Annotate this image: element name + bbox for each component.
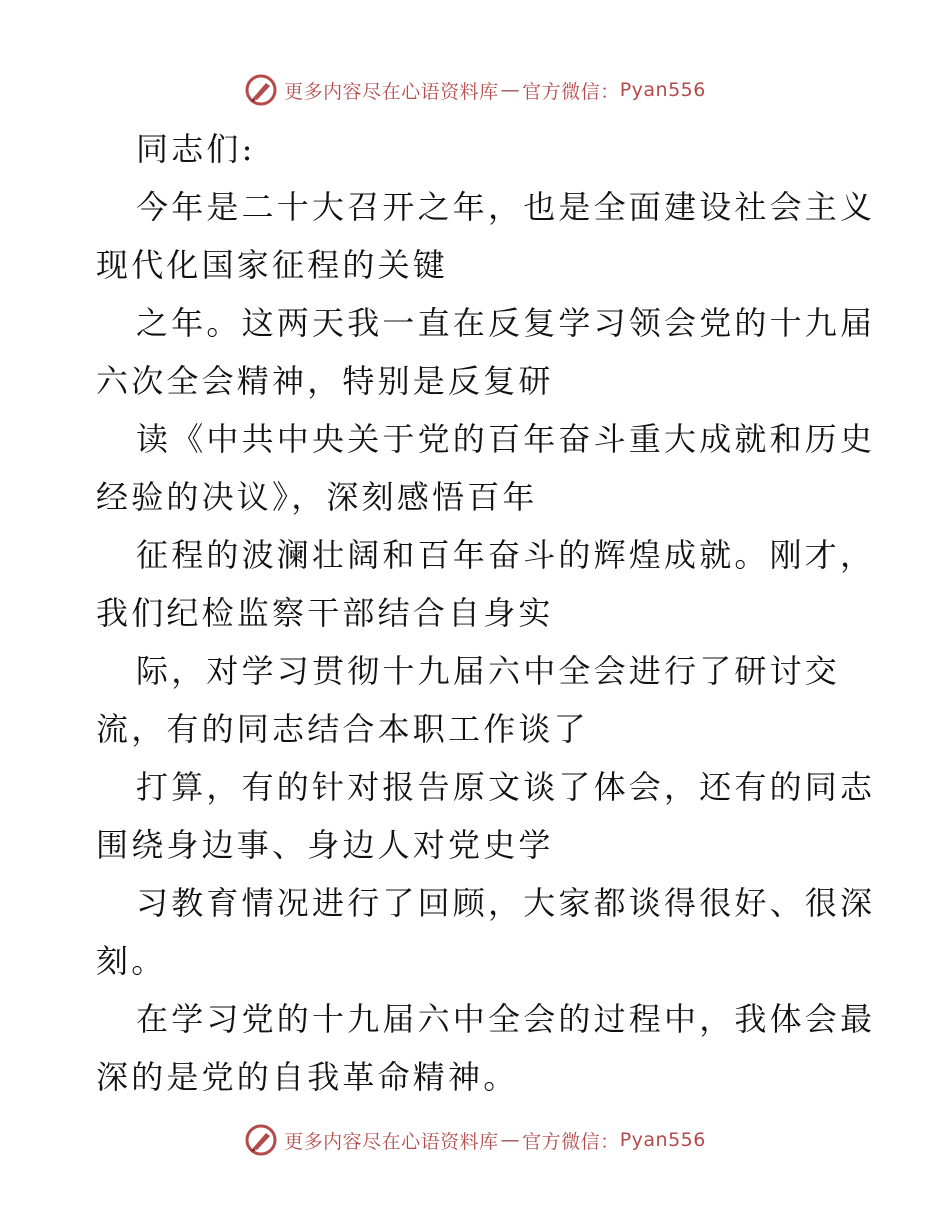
footer-watermark [0, 1120, 950, 1160]
text-line: 打算，有的针对报告原文谈了体会，还有的同志 [136, 768, 876, 806]
header-watermark [0, 70, 950, 110]
text-line: 征程的波澜壮阔和百年奋斗的辉煌成就。刚才， [136, 536, 876, 574]
text-line: 之年。这两天我一直在反复学习领会党的十九届 [136, 304, 876, 342]
watermark-wechat-label: 官方微信： [522, 1130, 620, 1153]
watermark-wechat-id: Pyan556 [619, 1129, 706, 1151]
text-line: 在学习党的十九届六中全会的过程中，我体会最 [136, 1000, 876, 1038]
watermark-wechat-label: 官方微信： [522, 80, 620, 103]
text-line: 围绕身边事、身边人对党史学 [96, 826, 554, 864]
text-line: 深的是党的自我革命精神。 [96, 1058, 519, 1096]
text-line: 六次全会精神，特别是反复研 [96, 362, 554, 400]
pen-logo-icon [244, 1123, 278, 1157]
text-line: 我们纪检监察干部结合自身实 [96, 594, 554, 632]
text-line: 习教育情况进行了回顾，大家都谈得很好、很深 [136, 884, 876, 922]
text-line: 经验的决议》，深刻感悟百年 [96, 478, 538, 516]
text-line: 同志们: [136, 130, 256, 168]
watermark-separator: — [500, 79, 521, 101]
watermark-text: 更多内容尽在心语资料库 [284, 1130, 499, 1153]
text-line: 现代化国家征程的关键 [96, 246, 449, 284]
text-line: 今年是二十大召开之年，也是全面建设社会主义 [136, 188, 876, 226]
watermark-wechat-id: Pyan556 [619, 79, 706, 101]
document-body [96, 120, 876, 1106]
text-line: 际，对学习贯彻十九届六中全会进行了研讨交 [136, 652, 841, 690]
text-line: 流，有的同志结合本职工作谈了 [96, 710, 589, 748]
text-line: 读《中共中央关于党的百年奋斗重大成就和历史 [136, 420, 876, 458]
watermark-text: 更多内容尽在心语资料库 [284, 80, 499, 103]
watermark-separator: — [500, 1129, 521, 1151]
pen-logo-icon [244, 73, 278, 107]
text-line: 刻。 [96, 942, 167, 980]
